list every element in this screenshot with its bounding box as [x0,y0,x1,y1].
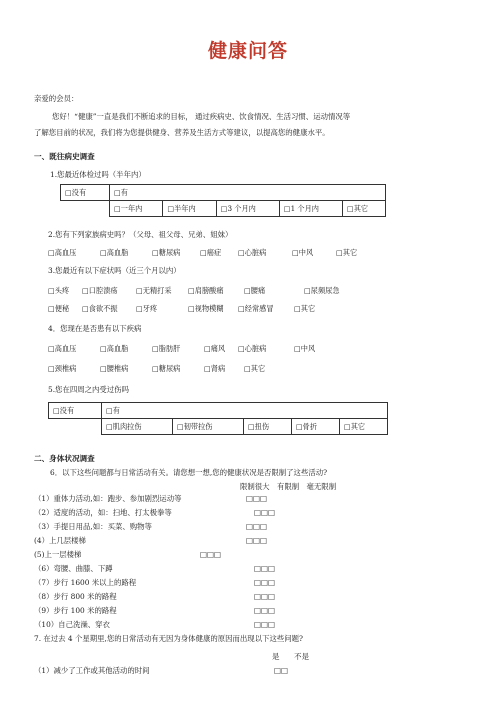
q3-option[interactable]: □便秘 [48,304,70,313]
q3-row-1 [48,286,388,296]
q2-option[interactable]: □中风 [292,248,314,257]
q5-option[interactable]: □骨折 [291,419,339,435]
q6-item-label: （2）适度的活动，如：扫地、打太极拳等 [34,508,172,517]
q6-item-checkboxes[interactable]: □□□ [246,494,267,503]
q6-item-checkboxes[interactable]: □□□ [254,564,275,573]
q3-option[interactable]: □视物模糊 [188,304,224,313]
q6-item-checkboxes[interactable]: □□□ [246,522,267,531]
q5-yes-checkbox[interactable]: □有 [102,403,388,419]
q2-option[interactable]: □高血脂 [100,248,129,257]
q3-option[interactable]: □尿频尿急 [304,286,340,295]
q6-item-label: （7）步行 1600 米以上的路程 [34,578,137,587]
q4-option[interactable]: □高血脂 [100,344,129,353]
q5-no-checkbox[interactable]: □没有 [49,403,102,419]
q6-item-label: （3）手提日用品,如：买菜、购物等 [34,522,152,531]
q3-option[interactable]: □牙疼 [136,304,158,313]
q7-column-header: 是 不是 [272,652,309,661]
q4-row-2 [48,364,388,374]
q6-item-checkboxes[interactable]: □□□ [246,536,267,545]
q2-option[interactable]: □心脏病 [238,248,267,257]
q5-option[interactable]: □韧带拉伤 [172,419,243,435]
q2-option[interactable]: □高血压 [48,248,77,257]
q2-option[interactable]: □糖尿病 [152,248,181,257]
question-6: 6．以下这些问题都与日常活动有关。请您想一想,您的健康状况是否限制了这些活动? [50,468,328,477]
q1-yes-checkbox[interactable]: □有 [110,185,386,201]
q4-option[interactable]: □高血压 [48,344,77,353]
q3-option[interactable]: □口腔溃疡 [82,286,118,295]
q3-option[interactable]: □腰痛 [244,286,266,295]
q3-row-2 [48,304,388,314]
q2-option[interactable]: □其它 [336,248,358,257]
q3-option[interactable]: □无精打采 [136,286,172,295]
q1-option[interactable]: □1 个月内 [279,201,342,217]
question-2: 2.您有下列家族病史吗？（父母、祖父母、兄弟、姐妹） [48,230,233,239]
q6-item-checkboxes[interactable]: □□□ [254,508,275,517]
q4-option[interactable]: □肾病 [204,364,226,373]
q4-option[interactable]: □痛风 [204,344,226,353]
section-2-heading: 二、身体状况调查 [34,454,95,463]
q3-option[interactable]: □食欲不振 [82,304,118,313]
q4-option[interactable]: □腰椎病 [100,364,129,373]
q1-no-checkbox[interactable]: □没有 [61,185,110,201]
question-4: 4．您现在是否患有以下疾病 [48,324,142,333]
q1-option[interactable]: □其它 [342,201,385,217]
question-1: 1.您最近体检过吗（半年内） [50,170,146,179]
q3-option[interactable]: □肩膀酸痛 [188,286,224,295]
q6-item-label: （6）弯腰、曲膝、下蹲 [34,564,113,573]
section-1-heading: 一、既往病史调查 [34,152,95,161]
q3-option[interactable]: □经常感冒 [238,304,274,313]
q5-option[interactable]: □扭伤 [243,419,291,435]
q5-option[interactable]: □肌肉拉伤 [102,419,173,435]
q4-option[interactable]: □颈椎病 [48,364,77,373]
question-1-table [60,184,386,217]
intro-line-1: 您好！“健康”一直是我们不断追求的目标， 通过疾病史、饮食情况、生活习惯、运动情况等 [52,112,351,121]
q6-item-checkboxes[interactable]: □□□ [254,606,275,615]
q6-item-label: （10）自己洗澡、穿衣 [34,620,110,629]
q6-item-checkboxes[interactable]: □□□ [254,592,275,601]
greeting: 亲爱的会员： [34,94,79,103]
q4-option[interactable]: □心脏病 [238,344,267,353]
q1-option[interactable]: □半年内 [163,201,216,217]
q6-item-label: (5)上一层楼梯 [34,550,82,559]
intro-line-2: 了解您目前的状况，我们将为您提供健身、营养及生活方式等建议，以提高您的健康水平。 [34,128,330,137]
q6-item-label: （1）重体力活动,如：跑步、参加剧烈运动等 [34,494,182,503]
q4-row-1 [48,344,388,354]
q6-item-checkboxes[interactable]: □□□ [200,550,221,559]
question-7: 7. 在过去 4 个星期里,您的日常活动有无因为身体健康的原因而出现以下这些问题? [34,634,304,643]
q3-option[interactable]: □头疼 [48,286,70,295]
q4-option[interactable]: □糖尿病 [152,364,181,373]
q3-option[interactable]: □其它 [294,304,316,313]
q7-item-checkboxes[interactable]: □□ [274,666,288,675]
q6-item-checkboxes[interactable]: □□□ [254,578,275,587]
q5-option[interactable]: □其它 [339,419,387,435]
q7-item-label: （1）减少了工作或其他活动的时间 [34,666,150,675]
question-5-table [48,402,388,435]
q4-option[interactable]: □中风 [294,344,316,353]
q6-item-checkboxes[interactable]: □□□ [254,620,275,629]
q4-option[interactable]: □脂肪肝 [152,344,181,353]
q1-option[interactable]: □一年内 [110,201,163,217]
q4-option[interactable]: □其它 [244,364,266,373]
q1-option[interactable]: □3 个月内 [216,201,279,217]
question-5: 5.您在四周之内受过伤吗 [48,385,129,394]
page-title: 健康问答 [207,40,288,62]
q6-item-label: (4）上几层楼梯 [34,536,86,545]
question-3: 3.您最近有以下症状吗（近三个月以内） [48,266,181,275]
q2-option[interactable]: □癌症 [200,248,222,257]
q6-column-header: 限制很大 有限制 毫无限制 [240,482,337,491]
q2-options [48,248,388,258]
q6-item-label: （9）步行 100 米的路程 [34,606,117,615]
q6-item-label: （8）步行 800 米的路程 [34,592,117,601]
